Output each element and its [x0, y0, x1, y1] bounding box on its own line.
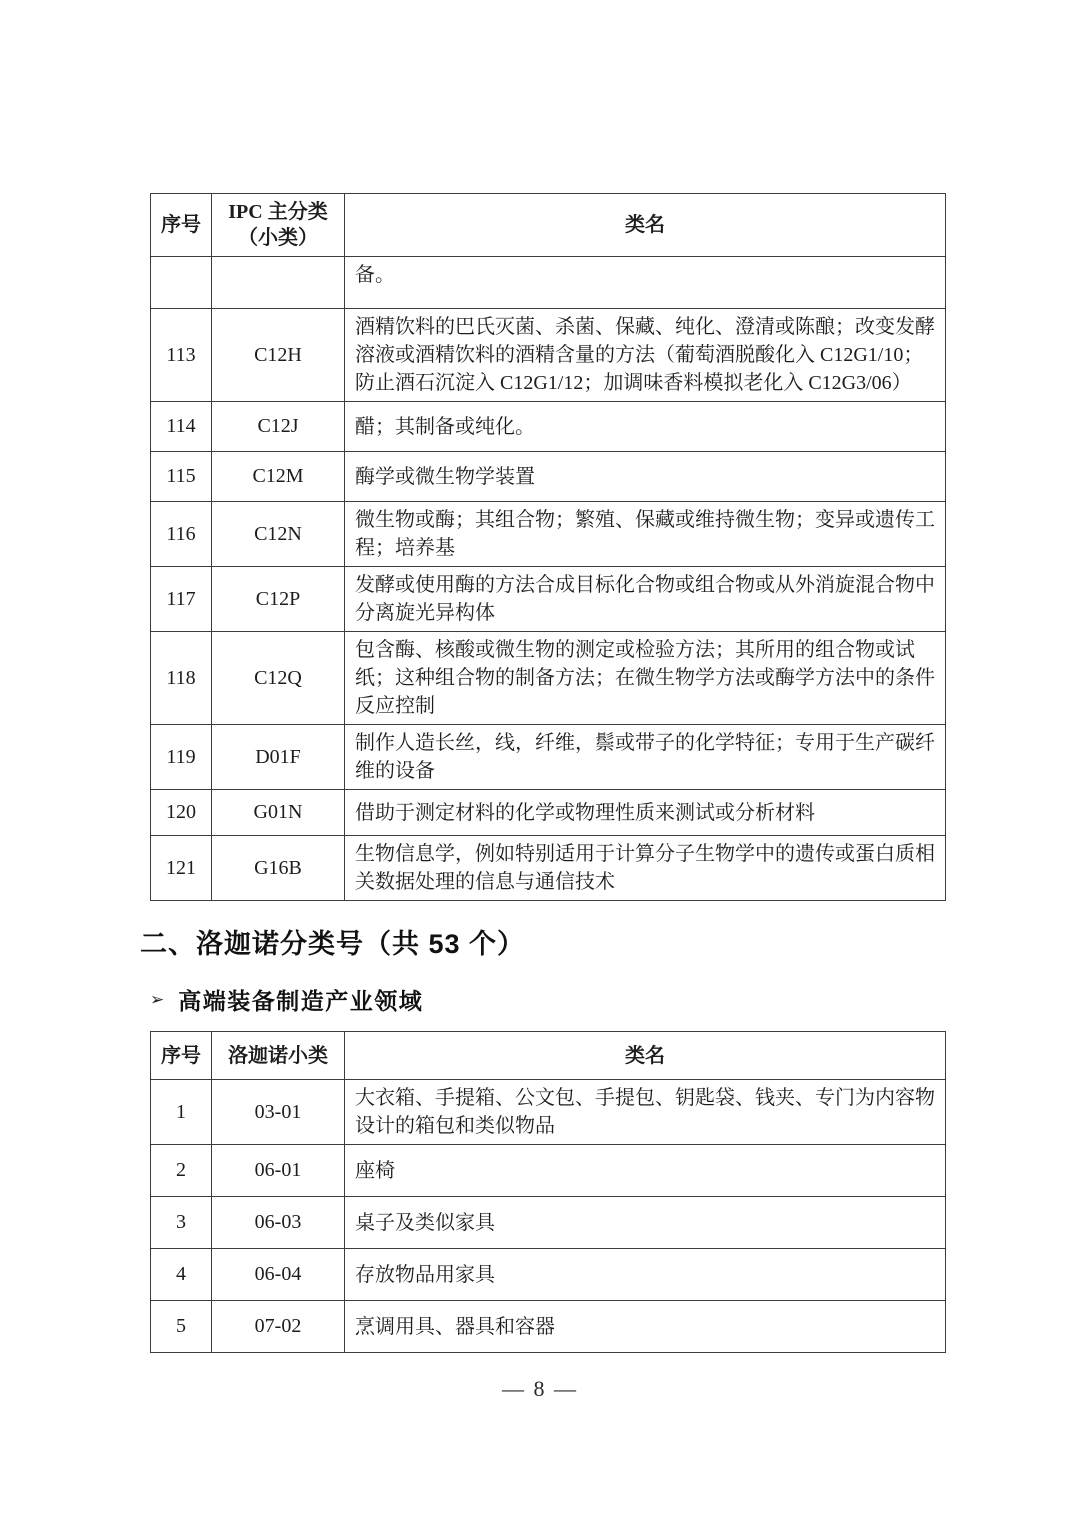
- cell-no: [151, 257, 212, 309]
- cell-name: 包含酶、核酸或微生物的测定或检验方法；其所用的组合物或试纸；这种组合物的制备方法；在微生物学方法或酶学方法中的条件反应控制: [345, 632, 946, 725]
- table-row: [151, 836, 946, 901]
- cell-name: 发酵或使用酶的方法合成目标化合物或组合物或从外消旋混合物中分离旋光异构体: [345, 567, 946, 632]
- cell-no: 118: [151, 632, 212, 725]
- cell-code: C12M: [212, 452, 345, 502]
- cell-name: 制作人造长丝，线，纤维，鬃或带子的化学特征；专用于生产碳纤维的设备: [345, 725, 946, 790]
- cell-name: 座椅: [345, 1145, 946, 1197]
- subsection-heading: [150, 983, 945, 1016]
- cell-no: 1: [151, 1080, 212, 1145]
- cell-code: C12P: [212, 567, 345, 632]
- table-row: [151, 790, 946, 836]
- cell-no: 116: [151, 502, 212, 567]
- cell-code: C12J: [212, 402, 345, 452]
- locarno-header-row: [151, 1032, 946, 1080]
- cell-code: G01N: [212, 790, 345, 836]
- cell-no: 4: [151, 1249, 212, 1301]
- cell-no: 119: [151, 725, 212, 790]
- locarno-header-name: 类名: [345, 1032, 946, 1080]
- ipc-header-class-line2: （小类）: [238, 227, 318, 249]
- cell-name: 桌子及类似家具: [345, 1197, 946, 1249]
- cell-name: 备。: [345, 257, 946, 309]
- table-row: [151, 257, 946, 309]
- locarno-classification-table: [150, 1031, 946, 1353]
- table-row: [151, 1197, 946, 1249]
- table-row: [151, 402, 946, 452]
- cell-no: 2: [151, 1145, 212, 1197]
- ipc-header-no: 序号: [151, 194, 212, 257]
- cell-name: 烹调用具、器具和容器: [345, 1301, 946, 1353]
- ipc-header-class: [212, 194, 345, 257]
- table-row: [151, 452, 946, 502]
- cell-code: C12H: [212, 309, 345, 402]
- arrow-bullet-icon: ➢: [150, 990, 165, 1009]
- ipc-header-name: 类名: [345, 194, 946, 257]
- cell-no: 115: [151, 452, 212, 502]
- locarno-header-class: 洛迦诺小类: [212, 1032, 345, 1080]
- table-row: [151, 567, 946, 632]
- ipc-header-row: [151, 194, 946, 257]
- cell-code: 03-01: [212, 1080, 345, 1145]
- table-row: [151, 309, 946, 402]
- ipc-header-class-line1: IPC 主分类: [228, 201, 328, 223]
- page-number: — 8 —: [502, 1376, 578, 1401]
- cell-no: 120: [151, 790, 212, 836]
- section-title: 二、洛迦诺分类号（共 53 个）: [140, 929, 526, 959]
- cell-no: 113: [151, 309, 212, 402]
- cell-code: D01F: [212, 725, 345, 790]
- cell-name: 酒精饮料的巴氏灭菌、杀菌、保藏、纯化、澄清或陈酿；改变发酵溶液或酒精饮料的酒精含量的方法（葡萄酒脱酸化入 C12G1/10；防止酒石沉淀入 C12G1/12；加调味香料模拟老化入 C12G3/06）: [345, 309, 946, 402]
- cell-name: 借助于测定材料的化学或物理性质来测试或分析材料: [345, 790, 946, 836]
- cell-code: [212, 257, 345, 309]
- table-row: [151, 1080, 946, 1145]
- cell-no: 5: [151, 1301, 212, 1353]
- cell-name: 微生物或酶；其组合物；繁殖、保藏或维持微生物；变异或遗传工程；培养基: [345, 502, 946, 567]
- ipc-classification-table: [150, 193, 946, 901]
- cell-no: 114: [151, 402, 212, 452]
- cell-code: 06-01: [212, 1145, 345, 1197]
- cell-name: 酶学或微生物学装置: [345, 452, 946, 502]
- subsection-title: 高端装备制造产业领域: [178, 988, 424, 1014]
- cell-no: 3: [151, 1197, 212, 1249]
- table-row: [151, 1145, 946, 1197]
- cell-code: C12N: [212, 502, 345, 567]
- table-row: [151, 1249, 946, 1301]
- cell-no: 121: [151, 836, 212, 901]
- cell-code: G16B: [212, 836, 345, 901]
- cell-code: C12Q: [212, 632, 345, 725]
- locarno-header-no: 序号: [151, 1032, 212, 1080]
- cell-code: 07-02: [212, 1301, 345, 1353]
- cell-name: 存放物品用家具: [345, 1249, 946, 1301]
- table-row: [151, 1301, 946, 1353]
- table-row: [151, 502, 946, 567]
- table-row: [151, 632, 946, 725]
- cell-code: 06-04: [212, 1249, 345, 1301]
- cell-name: 大衣箱、手提箱、公文包、手提包、钥匙袋、钱夹、专门为内容物设计的箱包和类似物品: [345, 1080, 946, 1145]
- table-row: [151, 725, 946, 790]
- cell-no: 117: [151, 567, 212, 632]
- cell-name: 生物信息学，例如特别适用于计算分子生物学中的遗传或蛋白质相关数据处理的信息与通信技术: [345, 836, 946, 901]
- cell-code: 06-03: [212, 1197, 345, 1249]
- cell-name: 醋；其制备或纯化。: [345, 402, 946, 452]
